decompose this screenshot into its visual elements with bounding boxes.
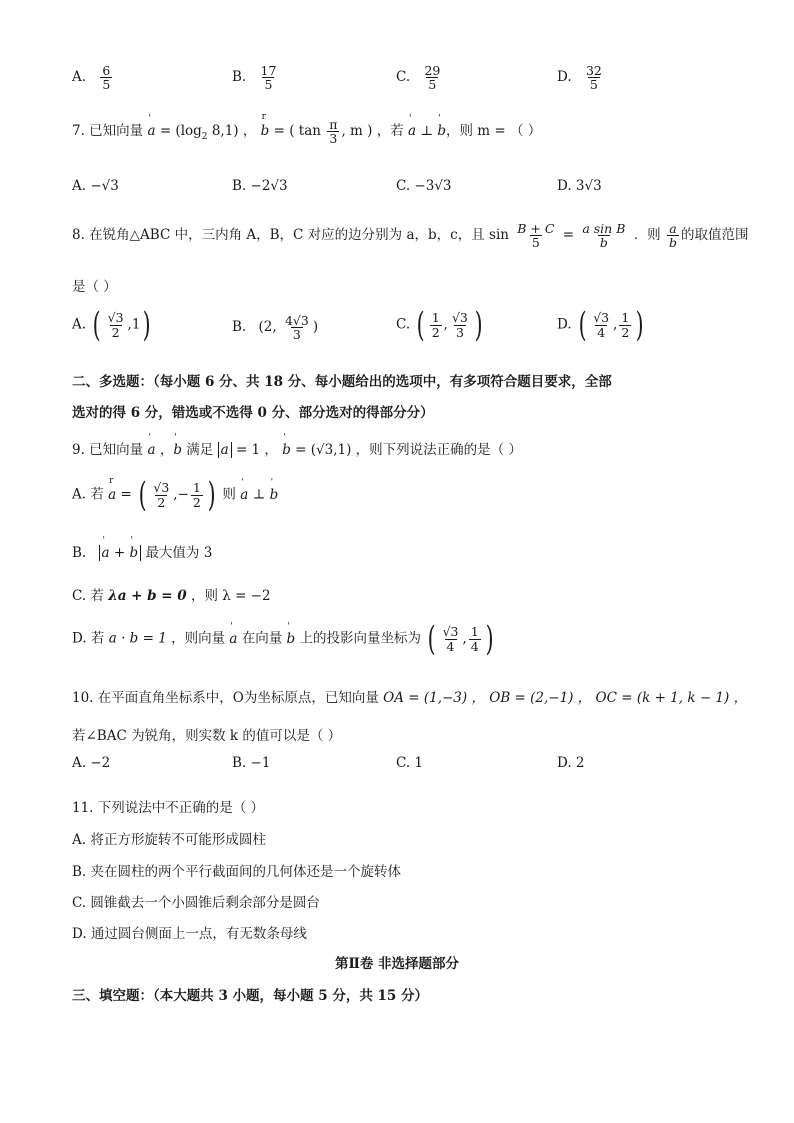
q8-option-c: C. ( $\frac{1}{2}$ , $\frac{√3}{3}$ ) [396,305,483,345]
q10-option-d: D. 2 [557,755,585,771]
q10-option-a: A. −2 [72,755,111,771]
question-8-stem: 8. 在锐角△ABC 中，三内角 A，B，C 对应的边分别为 a，b，c，且 sin $\frac{B + C}{5}$ = $\frac{\text{a sin B}}{b}$ ．则 $\frac{a}{b}$ 的取值范围 [72,221,749,251]
question-9-stem: 9. 已知向量 ' a ，' b 满足 a = 1 ， ' b = (√3,1) ，则下列说法正确的是（ ） [72,438,522,458]
q11-option-b: B. 夹在圆柱的两个平行截面间的几何体还是一个旋转体 [72,864,402,880]
q9-option-a: A. 若 r a = ( $\frac{√3}{2}$ ,− $\frac{1}{2}$ ) 则 ' a ⊥ ' b [72,478,278,512]
question-11-stem: 11. 下列说法中不正确的是（ ） [72,800,265,816]
q10-option-b: B. −1 [232,755,271,771]
q6-option-c: C. $\frac{29}{5}$ [396,63,441,93]
q6-option-d: D. $\frac{32}{5}$ [557,63,602,93]
q10-option-c: C. 1 [396,755,424,771]
question-8-line2: 是（ ） [72,279,117,295]
q9-option-c: C. 若 λa + b = 0 ，则 λ = −2 [72,588,271,604]
question-10-line2: 若∠BAC 为锐角，则实数 k 的值可以是（ ） [72,728,342,744]
q7-option-d: D. 3√3 [557,178,602,194]
q7-option-c: C. −3√3 [396,178,452,194]
q7-option-a: A. −√3 [72,178,119,194]
q8-option-a: A. ( $\frac{√3}{2}$ ,1) [72,305,152,345]
q8-option-d: D. ( $\frac{√3}{4}$ , $\frac{1}{2}$ ) [557,305,644,345]
part-2-title: 第Ⅱ卷 非选择题部分 [334,956,460,972]
q9-option-d: D. 若 a · b = 1 ，则向量 ' a 在向量 ' b 上的投影向量坐标为 ( $\frac{√3}{4}$ , $\frac{1}{4}$ ) [72,622,496,656]
q11-option-c: C. 圆锥截去一个小圆锥后剩余部分是圆台 [72,895,320,911]
q9-option-b: B. ' a + ' b 最大值为 3 [72,541,212,561]
q11-option-d: D. 通过圆台侧面上一点，有无数条母线 [72,926,307,942]
q6-option-a: A. $\frac{6}{5}$ [72,63,111,93]
section-3-heading: 三、填空题：（本大题共 3 小题，每小题 5 分，共 15 分） [72,988,429,1004]
q8-option-b: B. (2, $\frac{4√3}{3}$ ) [232,313,319,343]
q11-option-a: A. 将正方形旋转不可能形成圆柱 [72,832,266,848]
question-10-stem: 10. 在平面直角坐标系中，O为坐标原点，已知向量 OA = (1,−3) ， OB = (2,−1) ， OC = (k + 1, k − 1) ， [72,690,748,706]
section-2-heading-line1: 二、多选题：（每小题 6 分、共 18 分、每小题给出的选项中，有多项符合题目要求，全部 [72,374,612,390]
question-7-stem: 7. 已知向量 ' $a = (\log_2$ 8,1) ， r b = ( tan $\frac{\pi}{3}$ , m ) ，若 ' a ⊥ ' b，则 m = （ ） [72,118,541,145]
q6-option-b: B. $\frac{17}{5}$ [232,63,277,93]
q7-option-b: B. −2√3 [232,178,288,194]
section-2-heading-line2: 选对的得 6 分，错选或不选得 0 分、部分选对的得部分分） [72,405,434,421]
